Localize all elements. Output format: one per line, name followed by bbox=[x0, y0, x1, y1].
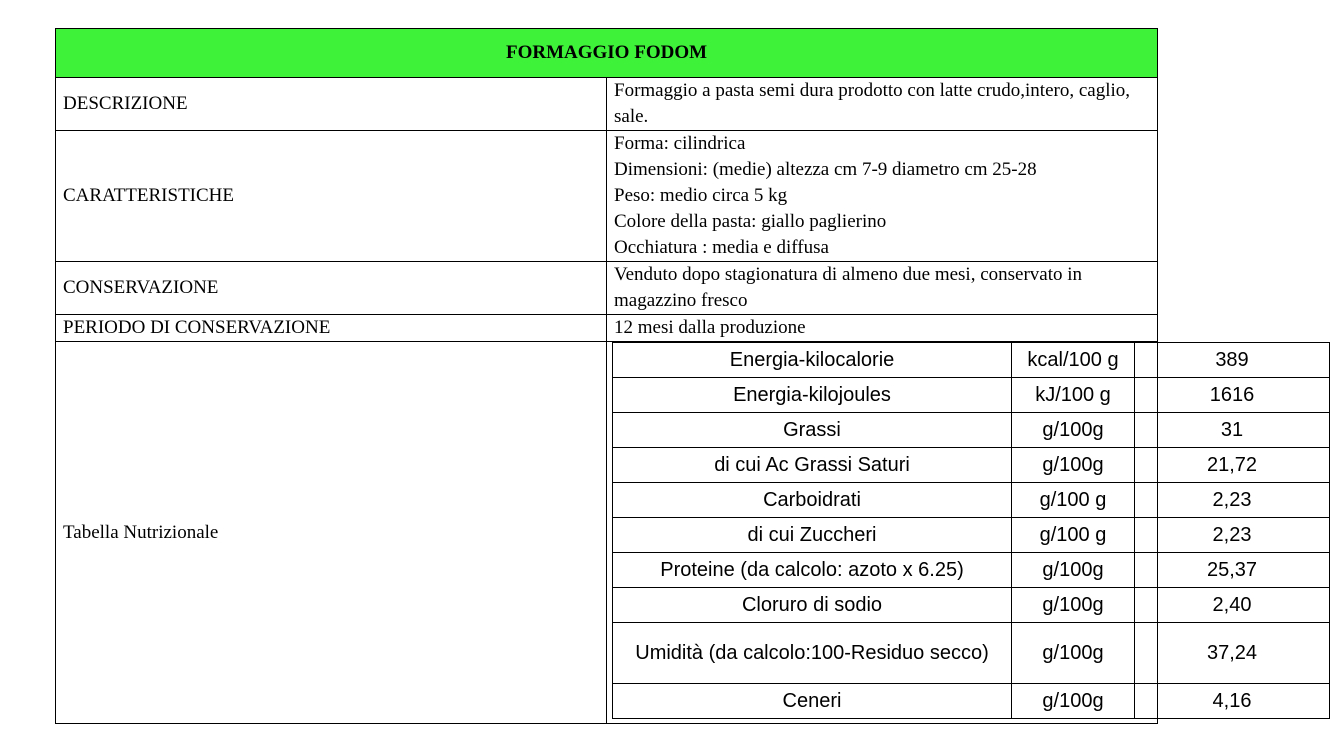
row-periodo bbox=[56, 315, 1158, 342]
nutrient-value: 21,72 bbox=[1135, 448, 1330, 483]
table-row bbox=[613, 343, 1330, 378]
nutrient-value: 389 bbox=[1135, 343, 1330, 378]
nutrient-unit: g/100g bbox=[1012, 588, 1135, 623]
nutrition-table-cell bbox=[607, 342, 1258, 724]
product-sheet-table bbox=[55, 28, 1258, 724]
nutrient-value: 25,37 bbox=[1135, 553, 1330, 588]
caratteristiche-colore: Colore della pasta: giallo paglierino bbox=[614, 211, 887, 232]
nutrient-value: 2,23 bbox=[1135, 483, 1330, 518]
nutrient-unit: g/100g bbox=[1012, 448, 1135, 483]
nutrition-table bbox=[612, 342, 1330, 719]
periodo-label: PERIODO DI CONSERVAZIONE bbox=[56, 315, 607, 342]
nutrient-name: Proteine (da calcolo: azoto x 6.25) bbox=[613, 553, 1012, 588]
nutrient-unit: g/100g bbox=[1012, 413, 1135, 448]
nutrient-name: Carboidrati bbox=[613, 483, 1012, 518]
nutrient-value: 4,16 bbox=[1135, 684, 1330, 719]
row-nutrizionale bbox=[56, 342, 1158, 724]
table-row bbox=[613, 623, 1330, 684]
nutrient-unit: g/100 g bbox=[1012, 483, 1135, 518]
table-row bbox=[613, 483, 1330, 518]
nutrient-name: Cloruro di sodio bbox=[613, 588, 1012, 623]
nutrient-name: Grassi bbox=[613, 413, 1012, 448]
caratteristiche-label: CARATTERISTICHE bbox=[56, 131, 607, 262]
nutrient-unit: g/100g bbox=[1012, 553, 1135, 588]
table-row bbox=[613, 518, 1330, 553]
nutrient-unit: kJ/100 g bbox=[1012, 378, 1135, 413]
nutrient-name: di cui Zuccheri bbox=[613, 518, 1012, 553]
table-row bbox=[613, 684, 1330, 719]
nutrient-name: Energia-kilojoules bbox=[613, 378, 1012, 413]
nutrizionale-label: Tabella Nutrizionale bbox=[56, 342, 607, 724]
nutrient-value: 1616 bbox=[1135, 378, 1330, 413]
row-descrizione bbox=[56, 78, 1158, 131]
table-row bbox=[613, 588, 1330, 623]
descrizione-value: Formaggio a pasta semi dura prodotto con latte crudo,intero, caglio, sale. bbox=[607, 78, 1158, 131]
product-title: FORMAGGIO FODOM bbox=[56, 29, 1158, 78]
caratteristiche-peso: Peso: medio circa 5 kg bbox=[614, 185, 788, 206]
nutrient-name: Energia-kilocalorie bbox=[613, 343, 1012, 378]
nutrient-name: di cui Ac Grassi Saturi bbox=[613, 448, 1012, 483]
nutrient-value: 37,24 bbox=[1135, 623, 1330, 684]
nutrient-value: 31 bbox=[1135, 413, 1330, 448]
nutrient-name: Ceneri bbox=[613, 684, 1012, 719]
nutrient-value: 2,23 bbox=[1135, 518, 1330, 553]
table-row bbox=[613, 378, 1330, 413]
row-caratteristiche bbox=[56, 131, 1158, 262]
title-row bbox=[56, 29, 1158, 78]
periodo-value: 12 mesi dalla produzione bbox=[607, 315, 1158, 342]
descrizione-label: DESCRIZIONE bbox=[56, 78, 607, 131]
table-row bbox=[613, 448, 1330, 483]
table-row bbox=[613, 413, 1330, 448]
caratteristiche-value bbox=[607, 131, 1158, 262]
conservazione-label: CONSERVAZIONE bbox=[56, 262, 607, 315]
nutrient-unit: g/100g bbox=[1012, 684, 1135, 719]
nutrient-name: Umidità (da calcolo:100-Residuo secco) bbox=[613, 623, 1012, 684]
nutrient-unit: g/100 g bbox=[1012, 518, 1135, 553]
nutrient-unit: kcal/100 g bbox=[1012, 343, 1135, 378]
nutrient-value: 2,40 bbox=[1135, 588, 1330, 623]
table-row bbox=[613, 553, 1330, 588]
nutrient-unit: g/100g bbox=[1012, 623, 1135, 684]
caratteristiche-occhiatura: Occhiatura : media e diffusa bbox=[614, 237, 829, 258]
caratteristiche-dimensioni: Dimensioni: (medie) altezza cm 7-9 diametro cm 25-28 bbox=[614, 159, 1037, 180]
caratteristiche-forma: Forma: cilindrica bbox=[614, 133, 746, 154]
conservazione-value: Venduto dopo stagionatura di almeno due mesi, conservato in magazzino fresco bbox=[607, 262, 1158, 315]
row-conservazione bbox=[56, 262, 1158, 315]
